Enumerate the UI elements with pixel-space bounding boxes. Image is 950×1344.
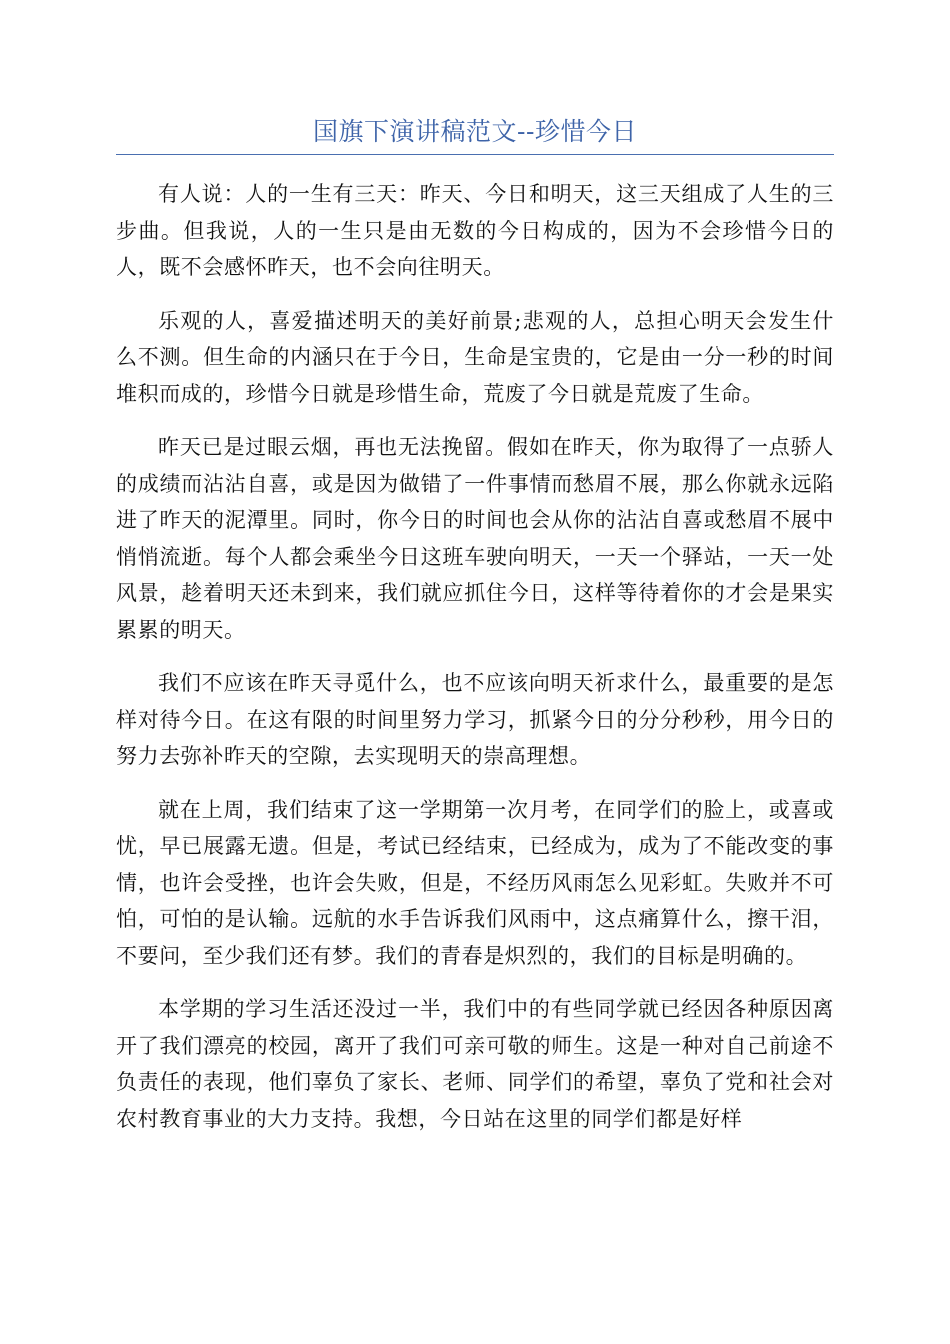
title-divider bbox=[116, 154, 834, 155]
paragraph-3: 昨天已是过眼云烟，再也无法挽留。假如在昨天，你为取得了一点骄人的成绩而沾沾自喜，或是因为做错了一件事情而愁眉不展，那么你就永远陷进了昨天的泥潭里。同时，你今日的时间也会从你的沾沾自喜或愁眉不展中悄悄流逝。每个人都会乘坐今日这班车驶向明天，一天一个驿站，一天一处风景，趁着明天还未到来，我们就应抓住今日，这样等待着你的才会是果实累累的明天。 bbox=[116, 435, 834, 642]
document-body bbox=[116, 176, 834, 1154]
paragraph-6: 本学期的学习生活还没过一半，我们中的有些同学就已经因各种原因离开了我们漂亮的校园，离开了我们可亲可敬的师生。这是一种对自己前途不负责任的表现，他们辜负了家长、老师、同学们的希望，辜负了党和社会对农村教育事业的大力支持。我想，今日站在这里的同学们都是好样 bbox=[116, 997, 834, 1131]
paragraph-4: 我们不应该在昨天寻觅什么，也不应该向明天祈求什么，最重要的是怎样对待今日。在这有限的时间里努力学习，抓紧今日的分分秒秒，用今日的努力去弥补昨天的空隙，去实现明天的崇高理想。 bbox=[116, 671, 834, 768]
page-title: 国旗下演讲稿范文--珍惜今日 bbox=[313, 117, 637, 146]
paragraph-5: 就在上周，我们结束了这一学期第一次月考，在同学们的脸上，或喜或忧，早已展露无遗。但是，考试已经结束，已经成为，成为了不能改变的事情，也许会受挫，也许会失败，但是，不经历风雨怎么见彩虹。失败并不可怕，可怕的是认输。远航的水手告诉我们风雨中，这点痛算什么，擦干泪，不要问，至少我们还有梦。我们的青春是炽烈的，我们的目标是明确的。 bbox=[116, 797, 834, 968]
paragraph-1: 有人说：人的一生有三天：昨天、今日和明天，这三天组成了人生的三步曲。但我说，人的一生只是由无数的今日构成的，因为不会珍惜今日的人，既不会感怀昨天，也不会向往明天。 bbox=[116, 182, 834, 279]
paragraph-2: 乐观的人，喜爱描述明天的美好前景;悲观的人，总担心明天会发生什么不测。但生命的内涵只在于今日，生命是宝贵的，它是由一分一秒的时间堆积而成的，珍惜今日就是珍惜生命，荒废了今日就是荒废了生命。 bbox=[116, 308, 834, 406]
